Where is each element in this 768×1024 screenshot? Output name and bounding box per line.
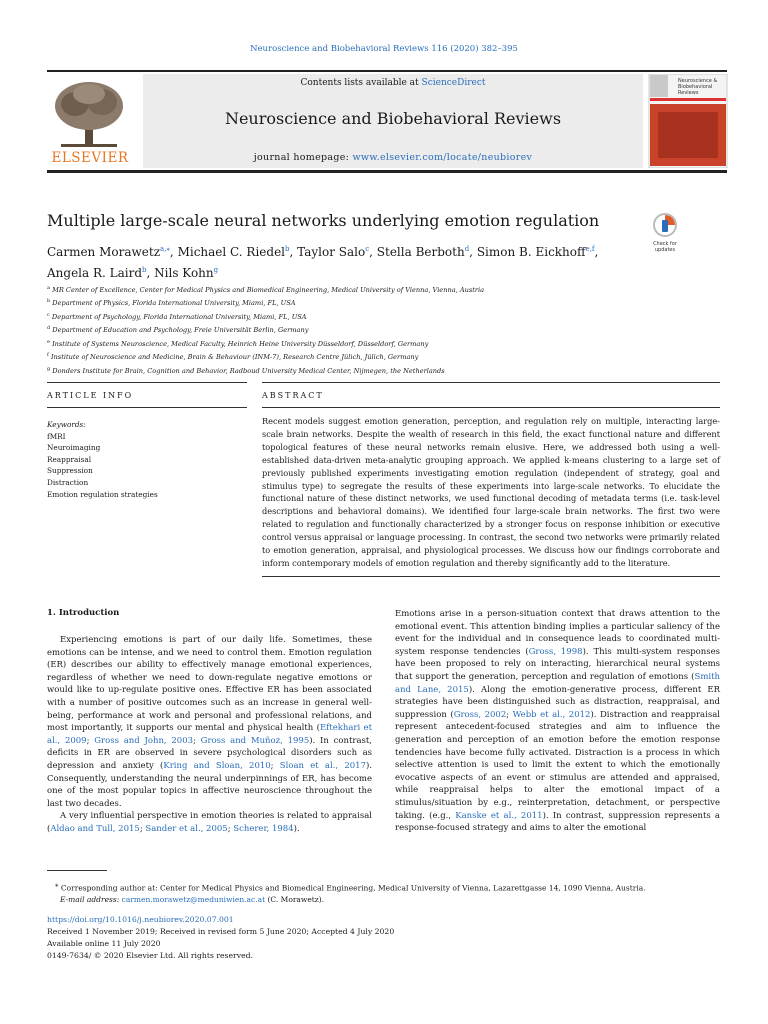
affiliation-text: Donders Institute for Brain, Cognition and Behavior, Radboud University Medical Center, Nijmegen, the Netherlands [50, 367, 445, 376]
journal-citation-link[interactable]: Neuroscience and Biobehavioral Reviews 116 (2020) 382–395 [250, 44, 518, 54]
citation-link[interactable]: Kanske et al., 2011 [455, 810, 543, 821]
author-name: Taylor Salo [297, 245, 366, 259]
abstract-heading: ABSTRACT [262, 391, 324, 400]
affiliation-text: Department of Education and Psychology, Freie Universität Berlin, Germany [50, 326, 309, 335]
body-text: ). In contrast, suppression represents a response-focused strategy and aims to alter the emotional [395, 810, 720, 834]
citation-link[interactable]: Eftekhari et al., 2009 [47, 723, 372, 746]
body-text: A very influential perspective in emotion theories is related to appraisal ( [47, 811, 372, 834]
contents-prefix: Contents lists available at [300, 78, 422, 88]
elsevier-logo [47, 74, 132, 168]
citation-link[interactable]: Scherer, 1984 [233, 823, 294, 834]
journal-cover [648, 74, 728, 168]
sciencedirect-link[interactable]: ScienceDirect [421, 78, 486, 88]
doi-link[interactable]: https://doi.org/10.1016/j.neubiorev.2020.07.001 [47, 915, 234, 924]
elsevier-wordmark: ELSEVIER [51, 150, 129, 166]
affiliation-text: Institute of Systems Neuroscience, Medical Faculty, Heinrich Heine University Düsseldorf, Düsseldorf, Germany [49, 340, 429, 349]
crossmark-badge[interactable] [648, 212, 682, 252]
affiliation-mark: e [47, 338, 50, 345]
author-affiliation-mark[interactable]: c [365, 245, 370, 253]
corresponding-author-footnote [47, 880, 727, 906]
affiliation-item [47, 283, 647, 296]
article-info-rule-2 [47, 407, 247, 408]
body-text: ). Along the emotion-generative process, different ER strategies have been distinguished such as distraction, reappraisal, and suppression ( [395, 684, 721, 720]
affiliation-item [47, 337, 647, 350]
body-text: ; [506, 709, 513, 720]
author-affiliation-mark[interactable]: g [213, 266, 219, 274]
abstract-text: Recent models suggest emotion generation, perception, and regulation rely on multiple, interacting large-scale brain networks. Despite the wealth of research in this field, the exact functional nature and different topological features of these neural networks remain elusive. Here, we addressed both using a well-established data-driven meta-analytic grouping approach. We applied k-means clustering to a large set of previously published experiments investigating emotion regulation (independent of strategy, goal and stimulus type) to segregate the results of these experiments into large-scale networks. To elucidate the functional nature of these distinct networks, we used functional decoding of metadata terms (i.e. task-level descriptions and behavioral domains). We identified four large-scale brain networks. The first two were related to regulation and functionally characterized by a stronger focus on response inhibition or executive control versus appraisal or language processing. In contrast, the second two networks were primarily related to emotion generation, appraisal, and physiological processes. We discuss how our findings corroborate and inform contemporary models of emotion regulation and thereby significantly add to the literature. [262, 416, 720, 568]
body-text: Emotions arise in a person-situation context that draws attention to the emotional event. This attention binding implies a particular saliency of the event for the individual and in consequence leads to coordinated multi-system response tendencies ( [395, 609, 720, 657]
affiliation-mark: f [47, 352, 49, 359]
article-title: Multiple large-scale neural networks underlying emotion regulation [47, 211, 600, 230]
email-link[interactable]: carmen.morawetz@meduniwien.ac.at [121, 895, 266, 904]
crossmark-icon [648, 212, 682, 238]
author-name: Carmen Morawetz [47, 245, 161, 259]
body-text: ; [86, 735, 95, 746]
affiliation-mark: d [47, 325, 51, 332]
crossmark-label: Check for updates [653, 241, 677, 253]
journal-homepage [143, 152, 643, 163]
affiliation-item [47, 310, 647, 323]
journal-title: Neuroscience and Biobehavioral Reviews [224, 109, 562, 128]
affiliation-list [47, 283, 647, 377]
citation-link[interactable]: Sloan et al., 2017 [279, 760, 366, 771]
abstract-rule [262, 382, 720, 383]
article-info-heading: ARTICLE INFO [47, 391, 134, 400]
abstract-bottom-rule [262, 576, 720, 577]
intro-paragraph-3 [395, 608, 720, 835]
keyword-item: Neuroimaging [47, 443, 101, 453]
body-text: ; [139, 823, 146, 834]
author-affiliation-mark[interactable]: a,⁎ [160, 245, 170, 253]
body-text: ). Distraction and reappraisal represent antecedent-focused strategies and aim to influence the generation and perception of an emotion before the emotion response tendencies have become fully activated. Distraction is a process in which selective attention is used to limit the extent to which the emotionally evocative aspects of an event or stimulus are attended and appraised, while reappraisal helps to alter the emotional impact of a stimulus/situation by e.g., reinterpretation, detachment, or perspective taking. (e.g., [395, 709, 720, 821]
citation-link[interactable]: Kring and Sloan, 2010 [163, 760, 271, 771]
author-name: Stella Berboth [376, 245, 465, 259]
affiliation-text: Institute of Neuroscience and Medicine, Brain & Behaviour (INM-7), Research Centre Jülich, Jülich, Germany [48, 353, 419, 362]
body-text: ). In contrast, deficits in ER are observed in severe psychological disorders such as depression and anxiety ( [47, 735, 372, 771]
body-text: Experiencing emotions is part of our daily life. Sometimes, these emotions can be intense, and we need to control them. Emotion regulation (ER) describes our ability to effectively manage emotional experiences, regardless of whether we need to down-regulate negative emotions or would like to up-regulate positive ones. Effective ER has been associated with a number of positive outcomes such as an increase in general well-being, performance at work and personal and professional relations, and most importantly, it supports our mental and physical health ( [47, 635, 372, 734]
keyword-item: Distraction [47, 477, 89, 487]
keyword-item: Emotion regulation strategies [47, 489, 158, 499]
body-text: ; [270, 760, 280, 771]
homepage-prefix: journal homepage: [253, 152, 353, 163]
affiliation-item [47, 296, 647, 309]
citation-link[interactable]: Webb et al., 2012 [512, 709, 591, 720]
homepage-link[interactable]: www.elsevier.com/locate/neubiorev [352, 152, 533, 163]
keyword-item: fMRI [47, 431, 66, 441]
body-text: ). [293, 823, 300, 834]
history-dates: Received 1 November 2019; Received in revised form 5 June 2020; Accepted 4 July 2020 [47, 927, 395, 936]
affiliation-item [47, 323, 647, 336]
citation-link[interactable]: Smith and Lane, 2015 [395, 671, 720, 695]
article-info-rule [47, 382, 247, 383]
body-text: ; [193, 735, 201, 746]
contents-line [143, 78, 643, 88]
affiliation-mark: b [47, 298, 51, 305]
header-bottom-rule [47, 170, 727, 173]
affiliation-text: MR Center of Excellence, Center for Medical Physics and Biomedical Engineering, Medical University of Vienna, Vienna, Austria [49, 286, 485, 295]
introduction-heading: 1. Introduction [47, 608, 120, 618]
keywords-block [47, 419, 158, 500]
author-affiliation-mark[interactable]: d [464, 245, 470, 253]
author-name: Angela R. Laird [47, 266, 143, 280]
author-name: Michael C. Riedel [177, 245, 286, 259]
citation-link[interactable]: Gross and Muñoz, 1995 [200, 735, 310, 746]
email-label: E-mail address: [60, 895, 120, 904]
article-metadata [47, 914, 447, 962]
citation-link[interactable]: Gross and John, 2003 [94, 735, 194, 746]
citation-link[interactable]: Sander et al., 2005 [145, 823, 228, 834]
affiliation-mark: a [47, 285, 50, 291]
body-text: ). Consequently, understanding the neural underpinnings of ER, has become one of the most popular topics in affective neuroscience throughout the last two decades. [47, 760, 373, 809]
keywords-label: Keywords: [47, 420, 86, 429]
affiliation-item [47, 364, 647, 377]
author-name: Simon B. Eickhoff [476, 245, 586, 259]
author-affiliation-mark[interactable]: b [285, 245, 290, 253]
footnote-rule [47, 870, 107, 871]
footnote-mark: ⁎ [55, 881, 59, 889]
affiliation-mark: c [47, 311, 50, 318]
body-text: ). This multi-system responses have been proposed to rely on interacting, hierarchical neural systems that support the generation, perception and regulation of emotions ( [395, 646, 721, 682]
copyright: 0149-7634/ © 2020 Elsevier Ltd. All rights reserved. [47, 951, 253, 960]
body-column-right [395, 608, 720, 835]
keywords-list [47, 431, 158, 501]
author-list: Carmen Morawetz$^{a,⁎}$, Michael C. Riedel$^b$, Taylor Salo$^c$, Stella Berboth$^d$, Simon B. Eickhoff$^{e,f}$, Angela R. Laird$^b$, Nils Kohn$^g$ [47, 245, 599, 280]
available-online: Available online 11 July 2020 [47, 939, 161, 948]
intro-paragraph-1 [47, 634, 372, 810]
affiliation-item [47, 350, 647, 363]
author-affiliation-mark[interactable]: b [142, 266, 147, 274]
affiliation-mark: g [47, 365, 51, 372]
cover-title: Neuroscience & Biobehavioral Reviews [678, 78, 718, 96]
body-column-left [47, 634, 372, 836]
keyword-item: Reappraisal [47, 454, 92, 464]
citation-link[interactable]: Aldao and Tull, 2015 [50, 823, 140, 834]
email-suffix: (C. Morawetz). [267, 895, 325, 904]
abstract-rule-2 [262, 407, 720, 408]
author-name: Nils Kohn [154, 266, 214, 280]
header-top-rule [47, 70, 727, 72]
intro-paragraph-2 [47, 810, 372, 835]
keyword-item: Suppression [47, 466, 93, 476]
citation-link[interactable]: Gross, 1998 [528, 646, 583, 657]
citation-link[interactable]: Gross, 2002 [453, 709, 507, 720]
author-affiliation-mark[interactable]: e,f [585, 245, 595, 253]
affiliation-text: Department of Psychology, Florida International University, Miami, FL, USA [49, 313, 307, 322]
body-text: ; [227, 823, 234, 834]
affiliation-text: Department of Physics, Florida International University, Miami, FL, USA [50, 299, 296, 308]
footnote-text: Corresponding author at: Center for Medical Physics and Biomedical Engineering, Medical University of Vienna, Lazarettgasse 14, 1090 Vienna, Austria. [60, 883, 646, 893]
